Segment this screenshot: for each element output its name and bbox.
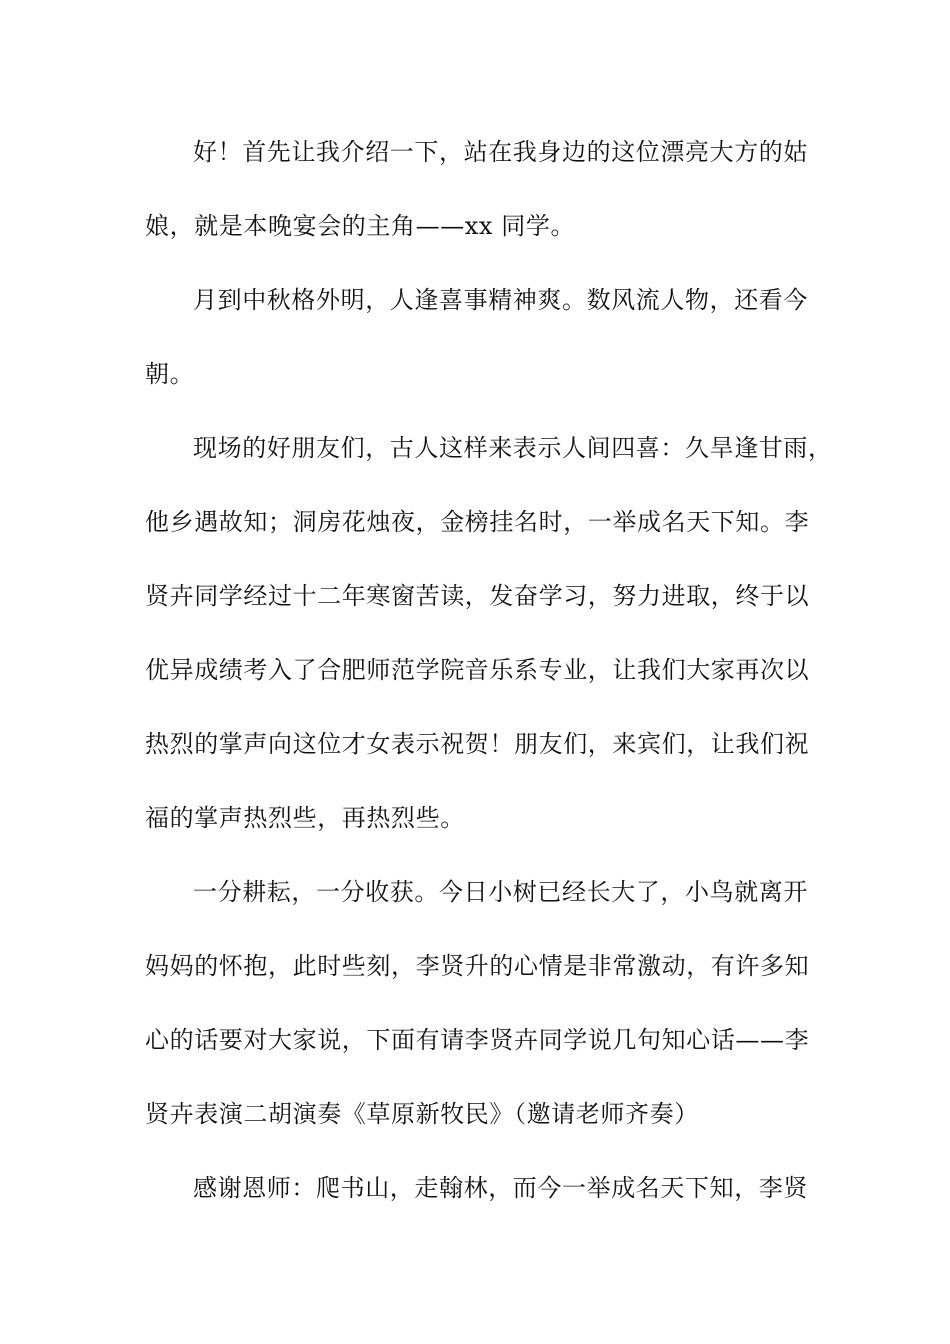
text-line: 好！首先让我介绍一下，站在我身边的这位漂亮大方的姑: [193, 138, 808, 166]
document-body: [145, 120, 833, 1230]
paragraph-2: [145, 268, 810, 416]
text-line: 贤卉同学经过十二年寒窗苦读，发奋学习，努力进取，终于以: [145, 582, 810, 610]
text-line: 感谢恩师：爬书山，走翰林，而今一举成名天下知，李贤: [193, 1174, 808, 1202]
text-line: 娘，就是本晚宴会的主角——xx 同学。: [145, 212, 576, 240]
text-line: 月到中秋格外明，人逢喜事精神爽。数风流人物，还看今: [193, 286, 808, 314]
text-line: 福的掌声热烈些，再热烈些。: [145, 804, 465, 832]
text-line: 他乡遇故知；洞房花烛夜，金榜挂名时，一举成名天下知。李: [145, 508, 810, 536]
text-line: 优异成绩考入了合肥师范学院音乐系专业，让我们大家再次以: [145, 656, 810, 684]
text-line: 热烈的掌声向这位才女表示祝贺！朋友们，来宾们，让我们祝: [145, 730, 810, 758]
paragraph-5: [145, 1156, 810, 1230]
paragraph-4: [145, 860, 810, 1156]
text-line: 现场的好朋友们，古人这样来表示人间四喜：久旱逢甘雨，: [193, 434, 833, 462]
text-line: 妈妈的怀抱，此时些刻，李贤升的心情是非常激动，有许多知: [145, 952, 810, 980]
paragraph-3: [145, 416, 833, 860]
text-line: 一分耕耘，一分收获。今日小树已经长大了，小鸟就离开: [193, 878, 808, 906]
text-line: 朝。: [145, 360, 195, 388]
text-line: 贤卉表演二胡演奏《草原新牧民》（邀请老师齐奏）: [145, 1100, 699, 1128]
paragraph-1: [145, 120, 810, 268]
text-line: 心的话要对大家说，下面有请李贤卉同学说几句知心话——李: [145, 1026, 810, 1054]
